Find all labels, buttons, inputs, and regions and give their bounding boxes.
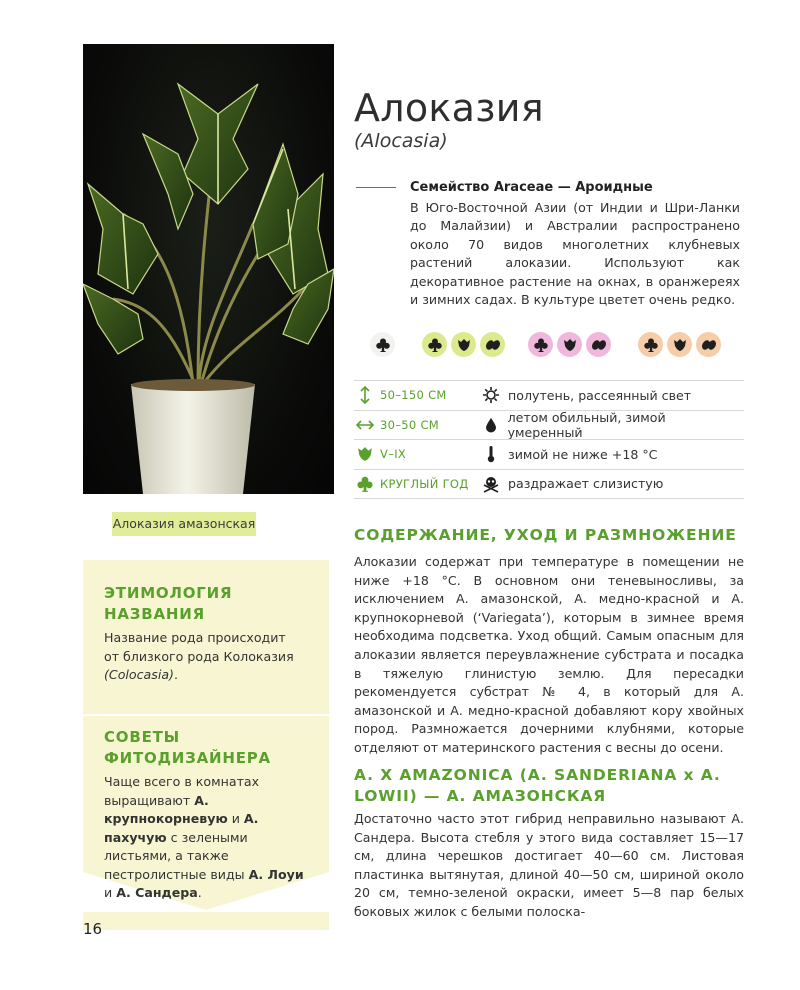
club-icon [422,332,447,357]
tips-text: Чаще всего в комнатах выращивают А. крупнокорневую и А. пахучую с зелеными листьями, а также пестролистные виды А. Лоуи и А. Сандера. [104,774,304,900]
height-value: 50–150 СМ [380,388,447,403]
icon-group-2 [422,332,505,357]
skull-icon [480,475,502,493]
toxicity-value: раздражает слизистую [508,476,664,492]
family-rule [356,187,396,188]
seeds-icon [480,332,505,357]
page-title: Алоказия [354,86,544,130]
watering-value: летом обильный, зимой умеренный [507,409,666,440]
tips-heading: СОВЕТЫ ФИТОДИЗАЙНЕРА [104,728,271,767]
icon-group-3 [528,332,611,357]
etymology-heading: ЭТИМОЛОГИЯ НАЗВАНИЯ [104,584,233,623]
icon-group-1 [370,332,395,357]
hybrid-text: Достаточно часто этот гибрид неправильно называют А. Сандера. Высота стебля у этого вида составляет 15—17 см, длина черешков достигает 40—60 см. Листовая пластинка вытянутая, длиной 40—50 см, шириной около 20 см, темно-зеленой окраски, имеет 5—8 пар белых боковых жилок с белыми полоска- [354,811,744,919]
leaf-shield-icon [557,332,582,357]
light-value: полутень, рассеянный свет [508,387,692,403]
hybrid-heading: A. X AMAZONICA (A. SANDERIANA x A. LOWII) — А. АМАЗОНСКАЯ [354,766,721,805]
temperature-value: зимой не ниже +18 °С [508,446,658,462]
alocasia-illustration [83,44,334,494]
clover-icon [354,475,376,493]
char-row-height [354,380,744,410]
season-value: V–IX [380,447,407,462]
etymology-text: Название рода происходит от близкого рода Колоказия (Colocasia). [104,630,294,682]
intro-text: В Юго-Восточной Азии (от Индии и Шри-Ланки до Малайзии) и Австралии распространено около 70 видов многолетних клубневых растений алоказии. Используют как декоративное растение на окнах, в оранжереях и зимних садах. В культуре цветет очень редко. [410,200,740,308]
leaf-shield-icon [451,332,476,357]
care-text: Алоказии содержат при температуре в помещении не ниже +18 °С. В основном они теневыносливы, за исключением А. амазонской, А. медно-красной и А. крупнокорневой (‘Variegata’), которым в зимнее время необходима подсветка. Уход общий. Самым опасным для алоказии является переувлажнение субстрата и посадка в тяжелую глинистую землю. Для пересадки рекомендуется субстрат № 4, в который для А. амазонской и А. медно-красной добавляют кору хвойных пород. Размножается дочерними клубнями, которые отделяют от материнского растения с весны до осени. [354,554,744,755]
seeds-icon [586,332,611,357]
width-arrow-icon [354,420,376,430]
page-number: 16 [83,920,103,938]
water-drop-icon [480,417,502,433]
thermometer-icon [480,445,502,463]
char-row-season [354,439,744,469]
photo-caption: Алоказия амазонская [112,512,256,536]
latin-name: (Alocasia) [354,130,448,152]
plant-photo [83,44,334,494]
width-value: 30–50 СМ [380,417,440,432]
height-arrow-icon [354,386,376,404]
seeds-icon [696,332,721,357]
panel-divider [83,714,329,716]
sun-icon [480,386,502,404]
club-icon [638,332,663,357]
char-row-decor [354,469,744,500]
leaf-shield-icon [667,332,692,357]
leaf-shield-icon [354,446,376,462]
club-icon [528,332,553,357]
club-icon [370,332,395,357]
char-row-width [354,410,744,440]
icon-group-4 [638,332,721,357]
decor-value: КРУГЛЫЙ ГОД [380,476,469,491]
family-name: Семейство Araceae — Ароидные [410,180,653,195]
care-heading: СОДЕРЖАНИЕ, УХОД И РАЗМНОЖЕНИЕ [354,526,737,544]
characteristics-table [354,380,744,499]
